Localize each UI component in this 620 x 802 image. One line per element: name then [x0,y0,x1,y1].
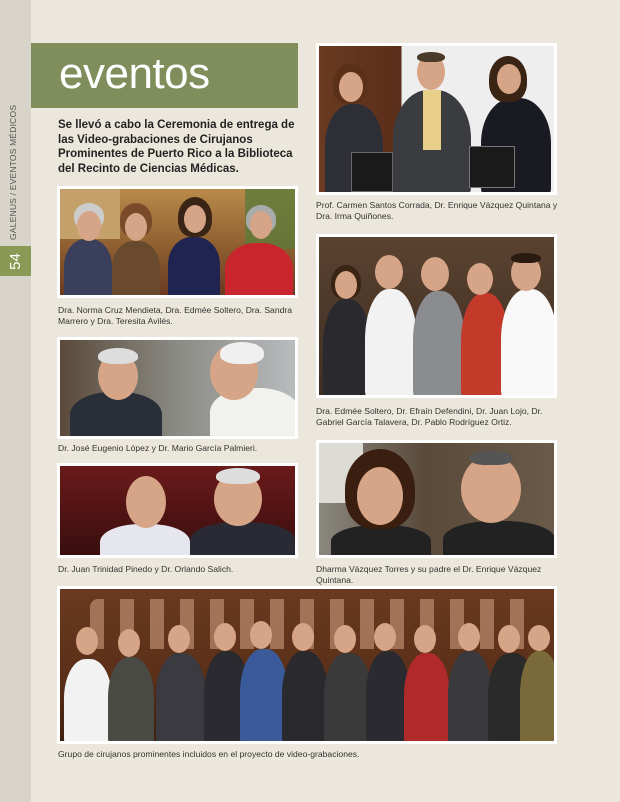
photo-two-men-auditorium [57,463,298,558]
caption-photo-2: Dr. José Eugenio López y Dr. Mario García Palmieri. [58,443,258,453]
caption-photo-4: Prof. Carmen Santos Corrada, Dr. Enrique Vázquez Quintana y Dra. Irma Quiñones. [316,200,558,221]
photo-five-people [316,234,557,398]
section-banner [31,43,298,108]
page-title: eventos [59,49,210,98]
page-number-text: 54 [7,252,24,270]
caption-photo-5: Dra. Edmée Soltero, Dr. Efraín Defendini, Dr. Juan Lojo, Dr. Gabriel García Talavera, Dr. Pablo Rodríguez Ortiz. [316,406,543,427]
caption-photo-6: Dharma Vázquez Torres y su padre el Dr. Enrique Vázquez Quintana. [316,564,542,585]
photo-two-men-talking [57,337,298,439]
caption-photo-7: Grupo de cirujanos prominentes incluidos en el proyecto de video-grabaciones. [58,749,360,759]
photo-father-daughter [316,440,557,558]
caption-photo-1: Dra. Norma Cruz Mendieta, Dra. Edmée Soltero, Dra. Sandra Marrero y Dra. Teresita Avilés. [58,305,293,326]
photo-three-people-boxes [316,43,557,195]
caption-photo-3: Dr. Juan Trinidad Pinedo y Dr. Orlando Salich. [58,564,234,574]
photo-four-women [57,186,298,298]
page-number [0,246,31,276]
photo-group-surgeons [57,586,557,744]
intro-text: Se llevó a cabo la Ceremonia de entrega de las Video-grabaciones de Cirujanos Prominentes de Puerto Rico a la Biblioteca del Recinto de Ciencias Médicas. [58,119,295,175]
section-label-text: GALENUS / EVENTOS MÉDICOS [8,104,18,240]
